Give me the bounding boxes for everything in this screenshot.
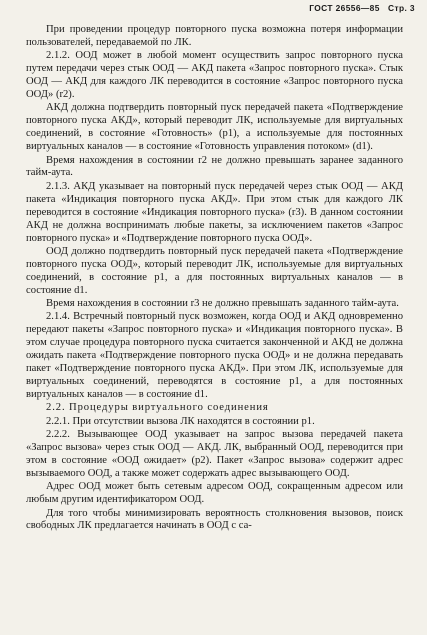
paragraph: Адрес ООД может быть сетевым адресом ООД, сокращенным адресом или любым другим идентификатором ООД.: [26, 481, 403, 506]
page-number: Стр. 3: [388, 3, 415, 13]
paragraph: Время нахождения в состоянии r3 не должно превышать заданного тайм-аута.: [46, 298, 399, 310]
paragraph: ООД должно подтвердить повторный пуск передачей пакета «Подтверждение повторного пуска ООД», который переводит ЛК, используемые для виртуальных соединений, в состояние p1, а для постоянных виртуальных каналов — в состояние d1.: [26, 245, 403, 296]
section-heading: 2.2. Процедуры виртуального соединения: [46, 402, 269, 414]
paragraph: 2.2.1. При отсутствии вызова ЛК находятся в состоянии p1.: [46, 415, 315, 427]
paragraph: 2.2.2. Вызывающее ООД указывает на запрос вызова передачей пакета «Запрос вызова» через стык ООД — АКД. ЛК, выбранный ООД, переводится при этом в состояние «ООД ожидает» (p2). Пакет «Запрос вызова» содержит адрес вызываемого ООД, а также может содержать адрес вызывающего ООД.: [26, 429, 403, 479]
paragraph: 2.1.4. Встречный повторный пуск возможен, когда ООД и АКД одновременно передают пакеты «Запрос повторного пуска» и «Индикация повторного пуска». В этом случае процедура повторного пуска считается законченной и АКД не должна ожидать пакета «Подтверждение повторного пуска ООД» и не должна передавать пакет «Подтверждение повторного пуска АКД». При этом ЛК, используемые для виртуальных соединений, переводятся в состояние p1, а для постоянных виртуальных каналов — в состояние d1.: [26, 311, 403, 400]
page-header: [309, 3, 415, 13]
standard-number: ГОСТ 26556—85: [309, 3, 380, 13]
paragraph: АКД должна подтвердить повторный пуск передачей пакета «Подтверждение повторного пуска АКД», который переводит ЛК, используемые для виртуальных соединений, в состояние «Готовность» (p1), а используемые для постоянных виртуальных каналов — в состояние «Готовность управления потоком» (d1).: [26, 102, 403, 153]
paragraph: 2.1.3. АКД указывает на повторный пуск передачей через стык ООД — АКД пакета «Индикация повторного пуска АКД». При этом стык для каждого ЛК переводится в состояние «Индикация повторного пуска» (r3). В данном состоянии АКД не должна воспринимать любые пакеты, за исключением пакетов «Запрос повторного пуска» и «Подтверждение повторного пуска ООД».: [26, 180, 403, 244]
paragraph: Для того чтобы минимизировать вероятность столкновения вызовов, поиск свободных ЛК предлагается начинать в ООД с са-: [26, 507, 403, 532]
document-body: [26, 24, 403, 533]
paragraph: 2.1.2. ООД может в любой момент осуществить запрос повторного пуска путем передачи через стык ООД — АКД пакета «Запрос повторного пуска». Стык ООД — АКД для каждого ЛК переводится в состояние «Запрос повторного пуска ООД» (r2).: [26, 50, 403, 101]
paragraph: При проведении процедур повторного пуска возможна потеря информации пользователей, передаваемой по ЛК.: [26, 24, 403, 48]
paragraph: Время нахождения в состоянии r2 не должно превышать заранее заданного тайм-аута.: [26, 154, 403, 179]
